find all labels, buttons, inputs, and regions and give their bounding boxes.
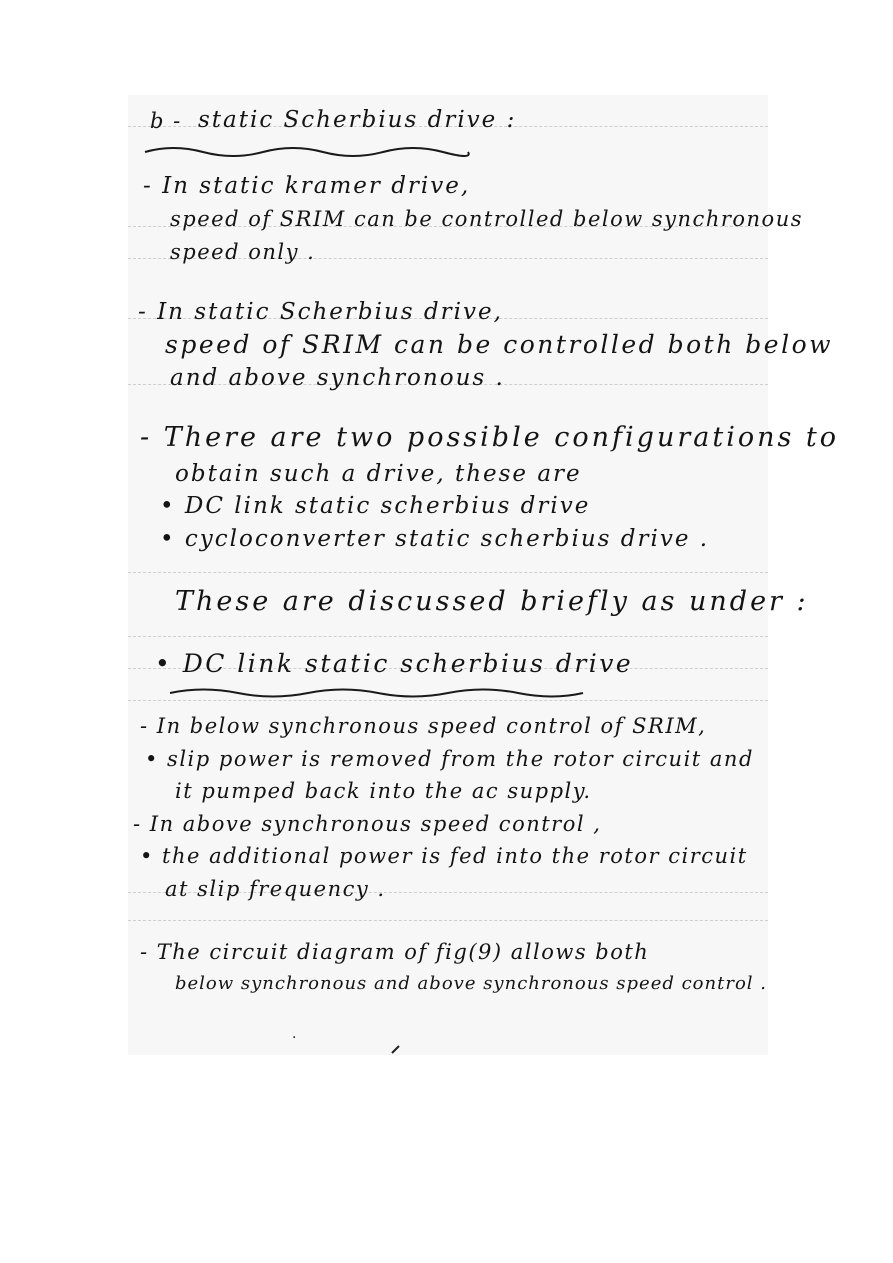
section-label: b -	[150, 109, 182, 133]
ruled-line	[128, 636, 768, 637]
text-line: These are discussed briefly as under :	[175, 586, 809, 617]
text-line: it pumped back into the ac supply.	[175, 779, 592, 803]
text-line: - The circuit diagram of fig(9) allows both	[140, 940, 650, 964]
section-title: static Scherbius drive :	[198, 107, 517, 133]
text-line: below synchronous and above synchronous speed control .	[175, 973, 767, 994]
text-line: - In static kramer drive,	[143, 173, 471, 199]
bullet-item: • cycloconverter static scherbius drive .	[160, 526, 710, 552]
ruled-line	[128, 920, 768, 921]
text-line: speed only .	[170, 240, 316, 264]
text-line: - There are two possible configurations to	[140, 422, 840, 453]
text-line: - In above synchronous speed control ,	[133, 812, 602, 836]
bullet-item: • DC link static scherbius drive	[160, 493, 591, 519]
subsection-title: • DC link static scherbius drive	[155, 649, 634, 678]
bullet-item: • the additional power is fed into the rotor circuit	[140, 844, 748, 868]
ruled-line	[128, 572, 768, 573]
text-line: - In below synchronous speed control of SRIM,	[140, 714, 707, 738]
bullet-item: • slip power is removed from the rotor circuit and	[145, 747, 754, 771]
text-line: - In static Scherbius drive,	[138, 299, 503, 325]
pen-dot: ·	[292, 1030, 297, 1046]
subheading-underline	[168, 684, 588, 702]
heading-underline	[143, 142, 473, 162]
pen-stroke	[390, 1043, 402, 1055]
text-line: and above synchronous .	[170, 365, 505, 391]
text-line: at slip frequency .	[165, 877, 386, 901]
text-line: speed of SRIM can be controlled below synchronous	[170, 207, 803, 231]
text-line: speed of SRIM can be controlled both below	[165, 330, 834, 359]
text-line: obtain such a drive, these are	[175, 461, 582, 487]
